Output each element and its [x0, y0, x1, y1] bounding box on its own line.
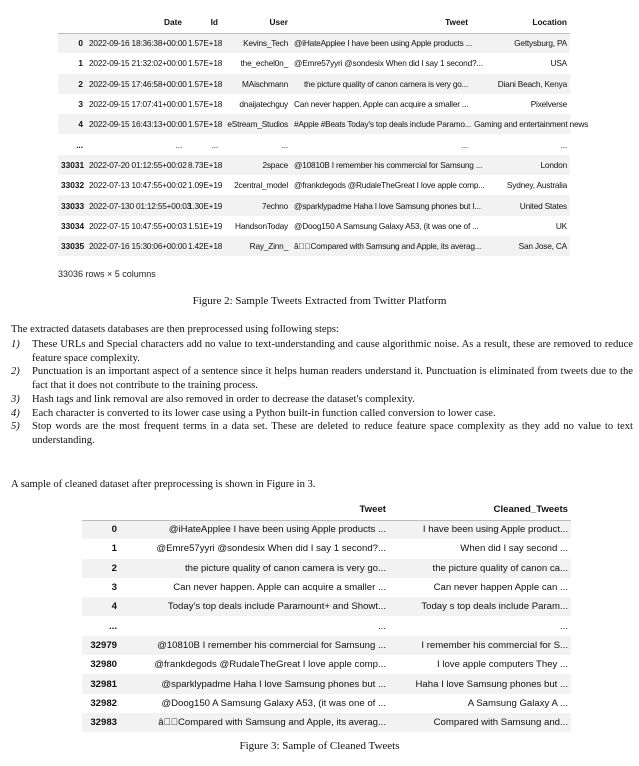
table-cell: 1.57E+18 — [188, 119, 223, 130]
table-row — [58, 134, 570, 154]
table-cell: London — [540, 159, 567, 170]
preprocessing-steps — [11, 338, 633, 448]
table-row — [58, 114, 570, 134]
row-index: 32982 — [90, 697, 117, 709]
row-index: ... — [76, 139, 83, 150]
table-row — [82, 674, 571, 693]
table-row — [82, 694, 571, 713]
row-index: 1 — [111, 543, 117, 555]
cleaned-tweets-body — [82, 520, 571, 732]
preprocessing-step — [11, 338, 633, 365]
step-text: Punctuation is an important aspect of a sentence since it helps human readers understand it. Punctuation is eliminated from tweets due to the fact that it does not contribute to the training process. — [32, 366, 633, 392]
table-cell: 7echno — [261, 200, 288, 211]
table-cell: 1.57E+18 — [188, 38, 223, 49]
table-cell: I remember his commercial for S... — [421, 639, 568, 651]
table-row — [82, 713, 571, 732]
table-cell: Ray_Zinn_ — [249, 241, 288, 252]
table-cell: 2022-07-15 10:47:55+00:03 — [89, 220, 187, 231]
table-row — [58, 155, 570, 175]
row-index: 32983 — [90, 717, 117, 729]
table-cell: @iHateApplee I have been using Apple products ... — [168, 524, 386, 536]
table-cell: When did I say second ... — [460, 543, 568, 555]
table-row — [58, 53, 570, 73]
row-index: 0 — [111, 524, 117, 536]
row-index: 33034 — [61, 220, 85, 231]
table-cell: ... — [211, 139, 218, 150]
table-cell: 2022-09-16 18:36:38+00:00 — [89, 38, 187, 49]
row-index: 32980 — [90, 659, 117, 671]
table-cell: the_echel0n_ — [240, 58, 288, 69]
table-cell: 8.73E+18 — [188, 159, 223, 170]
table-cell: Can never happen Apple can ... — [433, 582, 568, 594]
table-cell: A Samsung Galaxy A ... — [467, 697, 568, 709]
column-header: Cleaned_Tweets — [389, 500, 571, 520]
table-cell: @10810B I remember his commercial for Samsung ... — [294, 159, 483, 170]
table-cell: Kevins_Tech — [243, 38, 288, 49]
header-row — [82, 500, 571, 520]
table-cell: @10810B I remember his commercial for Samsung ... — [157, 639, 386, 651]
table-cell: UK — [555, 220, 567, 231]
table-cell: @Emre57yyri @sondesix When did I say 1 second?... — [294, 58, 483, 69]
table-cell: 2space — [262, 159, 288, 170]
table-cell: #Apple #Beats Today's top deals include Paramo... — [294, 119, 472, 130]
table-row — [58, 216, 570, 236]
table-cell: 2022-07-16 15:30:06+00:00 — [89, 241, 187, 252]
table-cell: 2022-09-15 21:32:02+00:00 — [89, 58, 187, 69]
table-cell: ... — [560, 139, 567, 150]
table-cell: Can never happen. Apple can acquire a smaller ... — [294, 99, 469, 110]
sample-intro: A sample of cleaned dataset after preprocessing is shown in Figure in 3. — [11, 479, 316, 490]
table-cell: Sydney, Australia — [506, 180, 567, 191]
table-cell: @iHateApplee I have been using Apple products ... — [294, 38, 473, 49]
table-cell: 1.57E+18 — [188, 78, 223, 89]
table-cell: ... — [560, 620, 568, 632]
table-cell: MAischmann — [242, 78, 288, 89]
step-marker: 5) — [11, 421, 20, 433]
table-cell: Gettysburg, PA — [514, 38, 567, 49]
row-index: 3 — [111, 582, 117, 594]
table-row — [58, 94, 570, 114]
table-row — [82, 616, 571, 635]
table-cell: Today's top deals include Paramount+ and Showt... — [167, 601, 386, 613]
row-index: 2 — [78, 78, 83, 89]
table-cell: Compared with Samsung and... — [433, 717, 568, 729]
table-cell: Haha I love Samsung phones but ... — [415, 678, 568, 690]
table-row — [58, 175, 570, 195]
row-index: 33031 — [61, 159, 85, 170]
table-row — [58, 33, 570, 53]
table-cell: Can never happen. Apple can acquire a smaller ... — [173, 582, 386, 594]
table-cell: 2022-09-15 16:43:13+00:00 — [89, 119, 187, 130]
sample-tweets-body — [58, 33, 589, 256]
cleaned-tweets-header — [82, 500, 571, 520]
table-cell: 1.57E+18 — [188, 58, 223, 69]
table-cell: 1.51E+19 — [188, 220, 223, 231]
preprocessing-step — [11, 420, 633, 447]
table-row — [58, 236, 570, 256]
column-header — [58, 12, 86, 33]
table-cell: dnaijatechguy — [239, 99, 288, 110]
column-header: User — [221, 12, 291, 33]
table-cell: 2022-07-13 10:47:55+00:02 — [89, 180, 187, 191]
table-cell: 1.42E+18 — [188, 241, 223, 252]
table-cell: @frankdegods @RudaleTheGreat I love apple comp... — [154, 659, 386, 671]
table-cell: I love apple computers They ... — [436, 659, 568, 671]
row-index: 32981 — [90, 678, 117, 690]
row-index: 4 — [111, 601, 117, 613]
table-cell: Today s top deals include Param... — [421, 601, 568, 613]
table-cell: ... — [461, 139, 468, 150]
row-index: 33032 — [61, 180, 85, 191]
table-row — [82, 520, 571, 539]
table-row — [82, 655, 571, 674]
column-header: Id — [185, 12, 221, 33]
table-cell: eStream_Studios — [227, 119, 288, 130]
step-marker: 1) — [11, 339, 20, 350]
table-cell: @sparklypadme Haha I love Samsung phones but ... — [161, 678, 386, 690]
table-cell: â  Compared with Samsung and Apple, its averag... — [158, 717, 386, 729]
step-marker: 3) — [11, 393, 20, 405]
table-cell: Gaming and entertainment news — [474, 119, 589, 130]
table-cell: @Doog150 A Samsung Galaxy A53, (it was one of ... — [161, 697, 386, 709]
table-cell: 2022-07-20 01:12:55+00:02 — [89, 159, 187, 170]
row-index: ... — [109, 620, 117, 632]
row-index: 0 — [78, 38, 83, 49]
table-row — [82, 539, 571, 558]
column-header: Tweet — [291, 12, 471, 33]
table-cell: ... — [281, 139, 288, 150]
table-cell: United States — [519, 200, 567, 211]
row-index: 33035 — [61, 241, 85, 252]
header-row — [58, 12, 570, 33]
step-text: Hash tags and link removal are also removed in order to decrease the dataset's complexity. — [32, 393, 415, 405]
step-text: These URLs and Special characters add no value to text-understanding and cause algorithmic noise. As a result, these are removed to reduce feature space complexity. — [32, 339, 633, 364]
table-cell: Pixelverse — [530, 99, 567, 110]
table-cell: 1.57E+18 — [188, 99, 223, 110]
table-cell: 1.09E+19 — [188, 180, 223, 191]
table-cell: @frankdegods @RudaleTheGreat I love apple comp... — [294, 180, 485, 191]
table-row — [82, 559, 571, 578]
preprocessing-step — [11, 407, 633, 421]
preprocessing-step — [11, 393, 633, 407]
row-index: 1 — [78, 58, 83, 69]
table-cell: HandsonToday — [235, 220, 288, 231]
column-header: Tweet — [120, 500, 389, 520]
preprocessing-step — [11, 365, 633, 392]
table-cell: I have been using Apple product... — [422, 524, 568, 536]
cleaned-tweets-table — [82, 500, 571, 732]
row-index: 3 — [78, 99, 83, 110]
table-cell: Diani Beach, Kenya — [497, 78, 567, 89]
table-cell: San Jose, CA — [518, 241, 567, 252]
table-cell: 2central_model — [234, 180, 288, 191]
row-index: 33033 — [61, 200, 85, 211]
column-header: Date — [86, 12, 185, 33]
preprocessing-intro: The extracted datasets databases are then preprocessed using following steps: — [11, 324, 339, 335]
table-row — [82, 636, 571, 655]
table-row — [58, 195, 570, 215]
table-cell: @Emre57yyri @sondesix When did I say 1 second?... — [156, 543, 386, 555]
step-marker: 2) — [11, 366, 20, 378]
table-cell: 1.30E+19 — [188, 200, 223, 211]
step-text: Stop words are the most frequent terms in a data set. These are deleted to reduce feature space complexity as they add no value to text understanding. — [32, 421, 633, 446]
table-cell: ... — [175, 139, 182, 150]
row-index: 32979 — [90, 639, 117, 651]
table-cell: the picture quality of canon camera is very go... — [303, 78, 468, 89]
row-index: 2 — [111, 562, 117, 574]
table-cell: ... — [378, 620, 386, 632]
table-row — [82, 578, 571, 597]
row-index: 4 — [78, 119, 83, 130]
sample-tweets-table — [58, 12, 589, 256]
table-cell: the picture quality of canon ca... — [432, 562, 568, 574]
table-row — [58, 74, 570, 94]
table-cell: 2022-09-15 17:07:41+00:00 — [89, 99, 187, 110]
table-shape-note: 33036 rows × 5 columns — [58, 269, 156, 279]
table-cell: â  Compared with Samsung and Apple, its averag... — [294, 241, 482, 252]
column-header — [82, 500, 120, 520]
table-cell: 2022-07-130 01:12:55+00:03 — [89, 200, 192, 211]
table-cell: the picture quality of canon camera is very go... — [184, 562, 386, 574]
table-cell: @sparklypadme Haha I love Samsung phones but I... — [294, 200, 481, 211]
column-header: Location — [471, 12, 570, 33]
figure-2-caption: Figure 2: Sample Tweets Extracted from Twitter Platform — [192, 295, 447, 307]
step-text: Each character is converted to its lower case using a Python built-in function called conversion to lower case. — [32, 407, 496, 419]
table-cell: 2022-09-15 17:46:58+00:00 — [89, 78, 187, 89]
figure-3-caption: Figure 3: Sample of Cleaned Tweets — [239, 740, 400, 752]
table-cell: @Doog150 A Samsung Galaxy A53, (it was one of ... — [294, 220, 479, 231]
table-cell: USA — [550, 58, 567, 69]
step-marker: 4) — [11, 407, 20, 419]
sample-tweets-header — [58, 12, 570, 33]
table-row — [82, 597, 571, 616]
